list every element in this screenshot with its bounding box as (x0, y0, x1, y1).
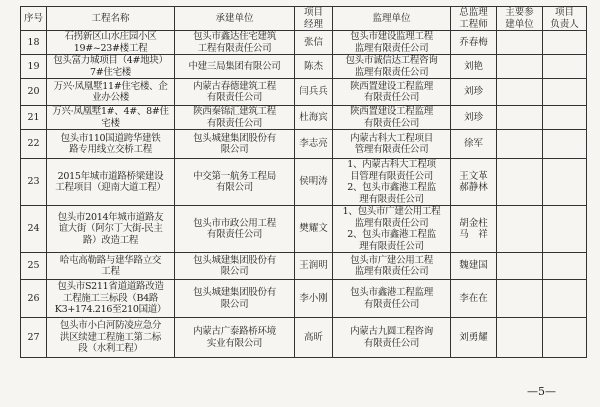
cell-name: 万兴·凤凰墅1#、4#、8#住 宅楼 (47, 106, 175, 130)
cell-no: 18 (21, 31, 47, 55)
cell-leader (543, 206, 587, 253)
cell-partner (497, 159, 543, 206)
cell-partner (497, 106, 543, 130)
header-cell: 主要参 建单位 (497, 7, 543, 31)
cell-name: 哈屯高勒路与建华路立交 工程 (47, 253, 175, 280)
table-row (21, 130, 587, 159)
cell-no: 23 (21, 159, 47, 206)
cell-name: 包头市小白河防凌应急分 洪区续建工程施工第二标 段（水利工程） (47, 318, 175, 358)
cell-name: 2015年城市道路桥梁建设 工程项目（迎南大道工程） (47, 159, 175, 206)
cell-manager: 杜海宾 (295, 106, 333, 130)
cell-chief: 徐军 (451, 130, 497, 159)
cell-builder: 包头市市政公用工程 有限责任公司 (175, 206, 295, 253)
cell-builder: 内蒙古春德建筑工程 有限责任公司 (175, 79, 295, 106)
cell-no: 27 (21, 318, 47, 358)
table-header-row (21, 7, 587, 31)
cell-manager: 樊耀文 (295, 206, 333, 253)
cell-no: 20 (21, 79, 47, 106)
cell-chief: 刘珍 (451, 79, 497, 106)
cell-manager: 高昕 (295, 318, 333, 358)
cell-leader (543, 280, 587, 318)
cell-chief: 刘珍 (451, 106, 497, 130)
header-cell: 项目 经理 (295, 7, 333, 31)
cell-partner (497, 318, 543, 358)
header-cell: 总监理 工程师 (451, 7, 497, 31)
cell-manager: 王润明 (295, 253, 333, 280)
page-number: —5— (527, 385, 556, 398)
cell-partner (497, 206, 543, 253)
cell-builder: 中交第一航务工程局 有限公司 (175, 159, 295, 206)
header-cell: 项目 负责人 (543, 7, 587, 31)
table-row (21, 318, 587, 358)
cell-manager: 侯明涛 (295, 159, 333, 206)
cell-chief: 乔春梅 (451, 31, 497, 55)
cell-leader (543, 31, 587, 55)
header-cell: 承建单位 (175, 7, 295, 31)
header-cell: 序号 (21, 7, 47, 31)
cell-no: 19 (21, 55, 47, 79)
table-row (21, 106, 587, 130)
cell-chief: 王文革 郝静林 (451, 159, 497, 206)
table-row (21, 280, 587, 318)
cell-partner (497, 55, 543, 79)
cell-leader (543, 106, 587, 130)
cell-supervisor: 1、包头市广建公用工程 监理有限责任公司 2、包头市鑫港工程监 理有限责任公司 (333, 206, 451, 253)
table-row (21, 206, 587, 253)
cell-partner (497, 253, 543, 280)
cell-builder: 陕西秦锦汇建筑工程 有限责任公司 (175, 106, 295, 130)
cell-supervisor: 包头市广建公用工程 监理有限责任公司 (333, 253, 451, 280)
table-row (21, 159, 587, 206)
cell-chief: 胡金柱 马 祥 (451, 206, 497, 253)
cell-leader (543, 130, 587, 159)
cell-leader (543, 79, 587, 106)
cell-manager: 张信 (295, 31, 333, 55)
cell-manager: 陈杰 (295, 55, 333, 79)
cell-builder: 包头城建集团股份有 限公司 (175, 253, 295, 280)
cell-no: 25 (21, 253, 47, 280)
cell-partner (497, 130, 543, 159)
cell-supervisor: 包头市诚信达工程咨询 监理有限责任公司 (333, 55, 451, 79)
cell-chief: 李在在 (451, 280, 497, 318)
cell-no: 22 (21, 130, 47, 159)
cell-supervisor: 内蒙古九圆工程咨询 有限责任公司 (333, 318, 451, 358)
project-table (20, 6, 587, 358)
cell-manager: 李志亮 (295, 130, 333, 159)
cell-supervisor: 陕西置建设工程监理 有限责任公司 (333, 79, 451, 106)
cell-partner (497, 280, 543, 318)
cell-leader (543, 318, 587, 358)
cell-name: 万兴·凤凰墅11#住宅楼、企 业办公楼 (47, 79, 175, 106)
cell-chief: 刘勇耀 (451, 318, 497, 358)
cell-chief: 魏建国 (451, 253, 497, 280)
cell-no: 21 (21, 106, 47, 130)
header-cell: 监理单位 (333, 7, 451, 31)
cell-builder: 包头城建集团股份有 限公司 (175, 280, 295, 318)
table-row (21, 31, 587, 55)
cell-no: 24 (21, 206, 47, 253)
cell-manager: 李小刚 (295, 280, 333, 318)
cell-builder: 中建三局集团有限公司 (175, 55, 295, 79)
table-row (21, 253, 587, 280)
cell-partner (497, 31, 543, 55)
cell-builder: 包头市鑫达住宅建筑 工程有限责任公司 (175, 31, 295, 55)
cell-manager: 闫兵兵 (295, 79, 333, 106)
cell-leader (543, 253, 587, 280)
table-row (21, 79, 587, 106)
cell-name: 包头富力城项目（4#地块） 7#住宅楼 (47, 55, 175, 79)
cell-chief: 刘艳 (451, 55, 497, 79)
cell-supervisor: 包头市建设监理工程 监理有限责任公司 (333, 31, 451, 55)
cell-supervisor: 包头市鑫港工程监理 有限责任公司 (333, 280, 451, 318)
cell-name: 包头市110国道跨华建铁 路专用线立交桥工程 (47, 130, 175, 159)
cell-supervisor: 1、内蒙古科大工程项 目管理有限责任公司 2、包头市鑫港工程监 理有限责任公司 (333, 159, 451, 206)
cell-builder: 包头城建集团股份有 限公司 (175, 130, 295, 159)
cell-supervisor: 陕西置建设工程监理 有限责任公司 (333, 106, 451, 130)
header-cell: 工程名称 (47, 7, 175, 31)
cell-name: 包头市2014年城市道路友 谊大街（阿尔丁大街-民主 路）改造工程 (47, 206, 175, 253)
cell-builder: 内蒙古广泰路桥环境 实业有限公司 (175, 318, 295, 358)
cell-no: 26 (21, 280, 47, 318)
cell-leader (543, 55, 587, 79)
table-row (21, 55, 587, 79)
cell-leader (543, 159, 587, 206)
cell-name: 包头市S211省道道路改造 工程施工三标段（B4路 K3+174.216至210国道） (47, 280, 175, 318)
cell-name: 石拐新区山水庄园小区 19#~23#楼工程 (47, 31, 175, 55)
cell-partner (497, 79, 543, 106)
cell-supervisor: 内蒙古科大工程项目 管理有限责任公司 (333, 130, 451, 159)
